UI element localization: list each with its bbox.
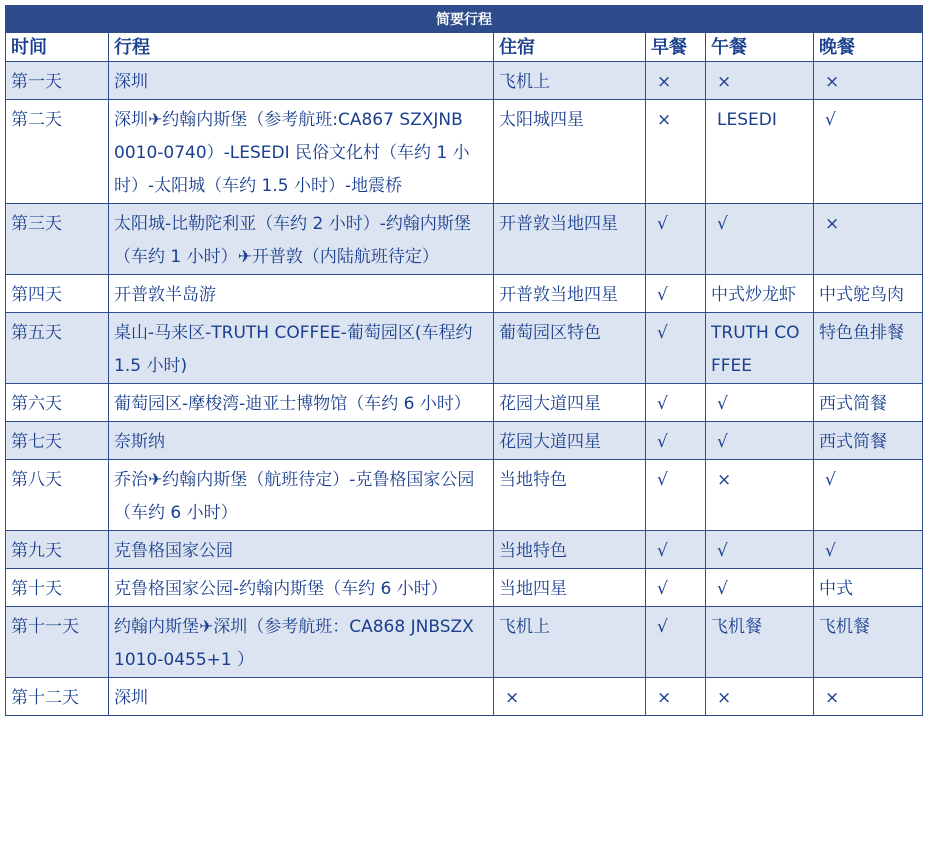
dinner-cell: √ [814,531,923,569]
day-cell: 第九天 [6,531,109,569]
breakfast-cell: √ [646,275,706,313]
hotel-cell: 花园大道四星 [494,422,646,460]
dinner-cell: × [814,204,923,275]
itinerary-cell: 奈斯纳 [109,422,494,460]
lunch-cell: √ [706,531,814,569]
table-row [6,422,923,460]
table-row [6,313,923,384]
lunch-cell: √ [706,569,814,607]
itinerary-table-container [5,5,922,716]
day-cell: 第五天 [6,313,109,384]
table-row [6,678,923,716]
table-row [6,607,923,678]
dinner-cell: √ [814,460,923,531]
header-hotel: 住宿 [494,33,646,62]
lunch-cell: LESEDI [706,100,814,204]
lunch-cell: √ [706,384,814,422]
itinerary-cell: 约翰内斯堡✈深圳（参考航班：CA868 JNBSZX 1010-0455+1 ） [109,607,494,678]
header-breakfast: 早餐 [646,33,706,62]
table-row [6,531,923,569]
day-cell: 第二天 [6,100,109,204]
dinner-cell: 西式简餐 [814,422,923,460]
day-cell: 第七天 [6,422,109,460]
breakfast-cell: √ [646,204,706,275]
itinerary-cell: 克鲁格国家公园-约翰内斯堡（车约 6 小时） [109,569,494,607]
dinner-cell: × [814,62,923,100]
hotel-cell: 太阳城四星 [494,100,646,204]
breakfast-cell: √ [646,607,706,678]
hotel-cell: 开普敦当地四星 [494,275,646,313]
itinerary-cell: 太阳城-比勒陀利亚（车约 2 小时）-约翰内斯堡（车约 1 小时）✈开普敦（内陆航班待定） [109,204,494,275]
table-title: 简要行程 [6,6,923,33]
dinner-cell: 中式鸵鸟肉 [814,275,923,313]
lunch-cell: × [706,460,814,531]
hotel-cell: 飞机上 [494,607,646,678]
day-cell: 第十一天 [6,607,109,678]
header-lunch: 午餐 [706,33,814,62]
table-row [6,204,923,275]
table-header-row [6,33,923,62]
table-row [6,569,923,607]
hotel-cell: 当地四星 [494,569,646,607]
itinerary-table [5,5,923,716]
table-title-row [6,6,923,33]
lunch-cell: TRUTH COFFEE [706,313,814,384]
breakfast-cell: √ [646,313,706,384]
hotel-cell: 飞机上 [494,62,646,100]
breakfast-cell: √ [646,569,706,607]
itinerary-cell: 葡萄园区-摩梭湾-迪亚士博物馆（车约 6 小时） [109,384,494,422]
day-cell: 第四天 [6,275,109,313]
itinerary-cell: 深圳 [109,678,494,716]
hotel-cell: 当地特色 [494,460,646,531]
breakfast-cell: √ [646,531,706,569]
itinerary-cell: 深圳 [109,62,494,100]
lunch-cell: √ [706,422,814,460]
breakfast-cell: × [646,62,706,100]
table-row [6,384,923,422]
itinerary-cell: 深圳✈约翰内斯堡（参考航班:CA867 SZXJNB 0010-0740）-LESEDI 民俗文化村（车约 1 小时）-太阳城（车约 1.5 小时）-地震桥 [109,100,494,204]
lunch-cell: × [706,678,814,716]
lunch-cell: × [706,62,814,100]
header-dinner: 晚餐 [814,33,923,62]
itinerary-cell: 克鲁格国家公园 [109,531,494,569]
lunch-cell: 飞机餐 [706,607,814,678]
header-itinerary: 行程 [109,33,494,62]
header-time: 时间 [6,33,109,62]
day-cell: 第一天 [6,62,109,100]
table-row [6,100,923,204]
dinner-cell: 飞机餐 [814,607,923,678]
hotel-cell: 葡萄园区特色 [494,313,646,384]
day-cell: 第十天 [6,569,109,607]
lunch-cell: √ [706,204,814,275]
lunch-cell: 中式炒龙虾 [706,275,814,313]
hotel-cell: 开普敦当地四星 [494,204,646,275]
day-cell: 第八天 [6,460,109,531]
dinner-cell: 西式简餐 [814,384,923,422]
itinerary-cell: 乔治✈约翰内斯堡（航班待定）-克鲁格国家公园（车约 6 小时） [109,460,494,531]
breakfast-cell: √ [646,384,706,422]
breakfast-cell: × [646,100,706,204]
day-cell: 第六天 [6,384,109,422]
table-row [6,62,923,100]
dinner-cell: 中式 [814,569,923,607]
dinner-cell: √ [814,100,923,204]
hotel-cell: × [494,678,646,716]
table-row [6,460,923,531]
dinner-cell: 特色鱼排餐 [814,313,923,384]
breakfast-cell: × [646,678,706,716]
breakfast-cell: √ [646,422,706,460]
breakfast-cell: √ [646,460,706,531]
hotel-cell: 当地特色 [494,531,646,569]
hotel-cell: 花园大道四星 [494,384,646,422]
itinerary-cell: 桌山-马来区-TRUTH COFFEE-葡萄园区(车程约 1.5 小时) [109,313,494,384]
day-cell: 第十二天 [6,678,109,716]
day-cell: 第三天 [6,204,109,275]
itinerary-cell: 开普敦半岛游 [109,275,494,313]
table-row [6,275,923,313]
dinner-cell: × [814,678,923,716]
